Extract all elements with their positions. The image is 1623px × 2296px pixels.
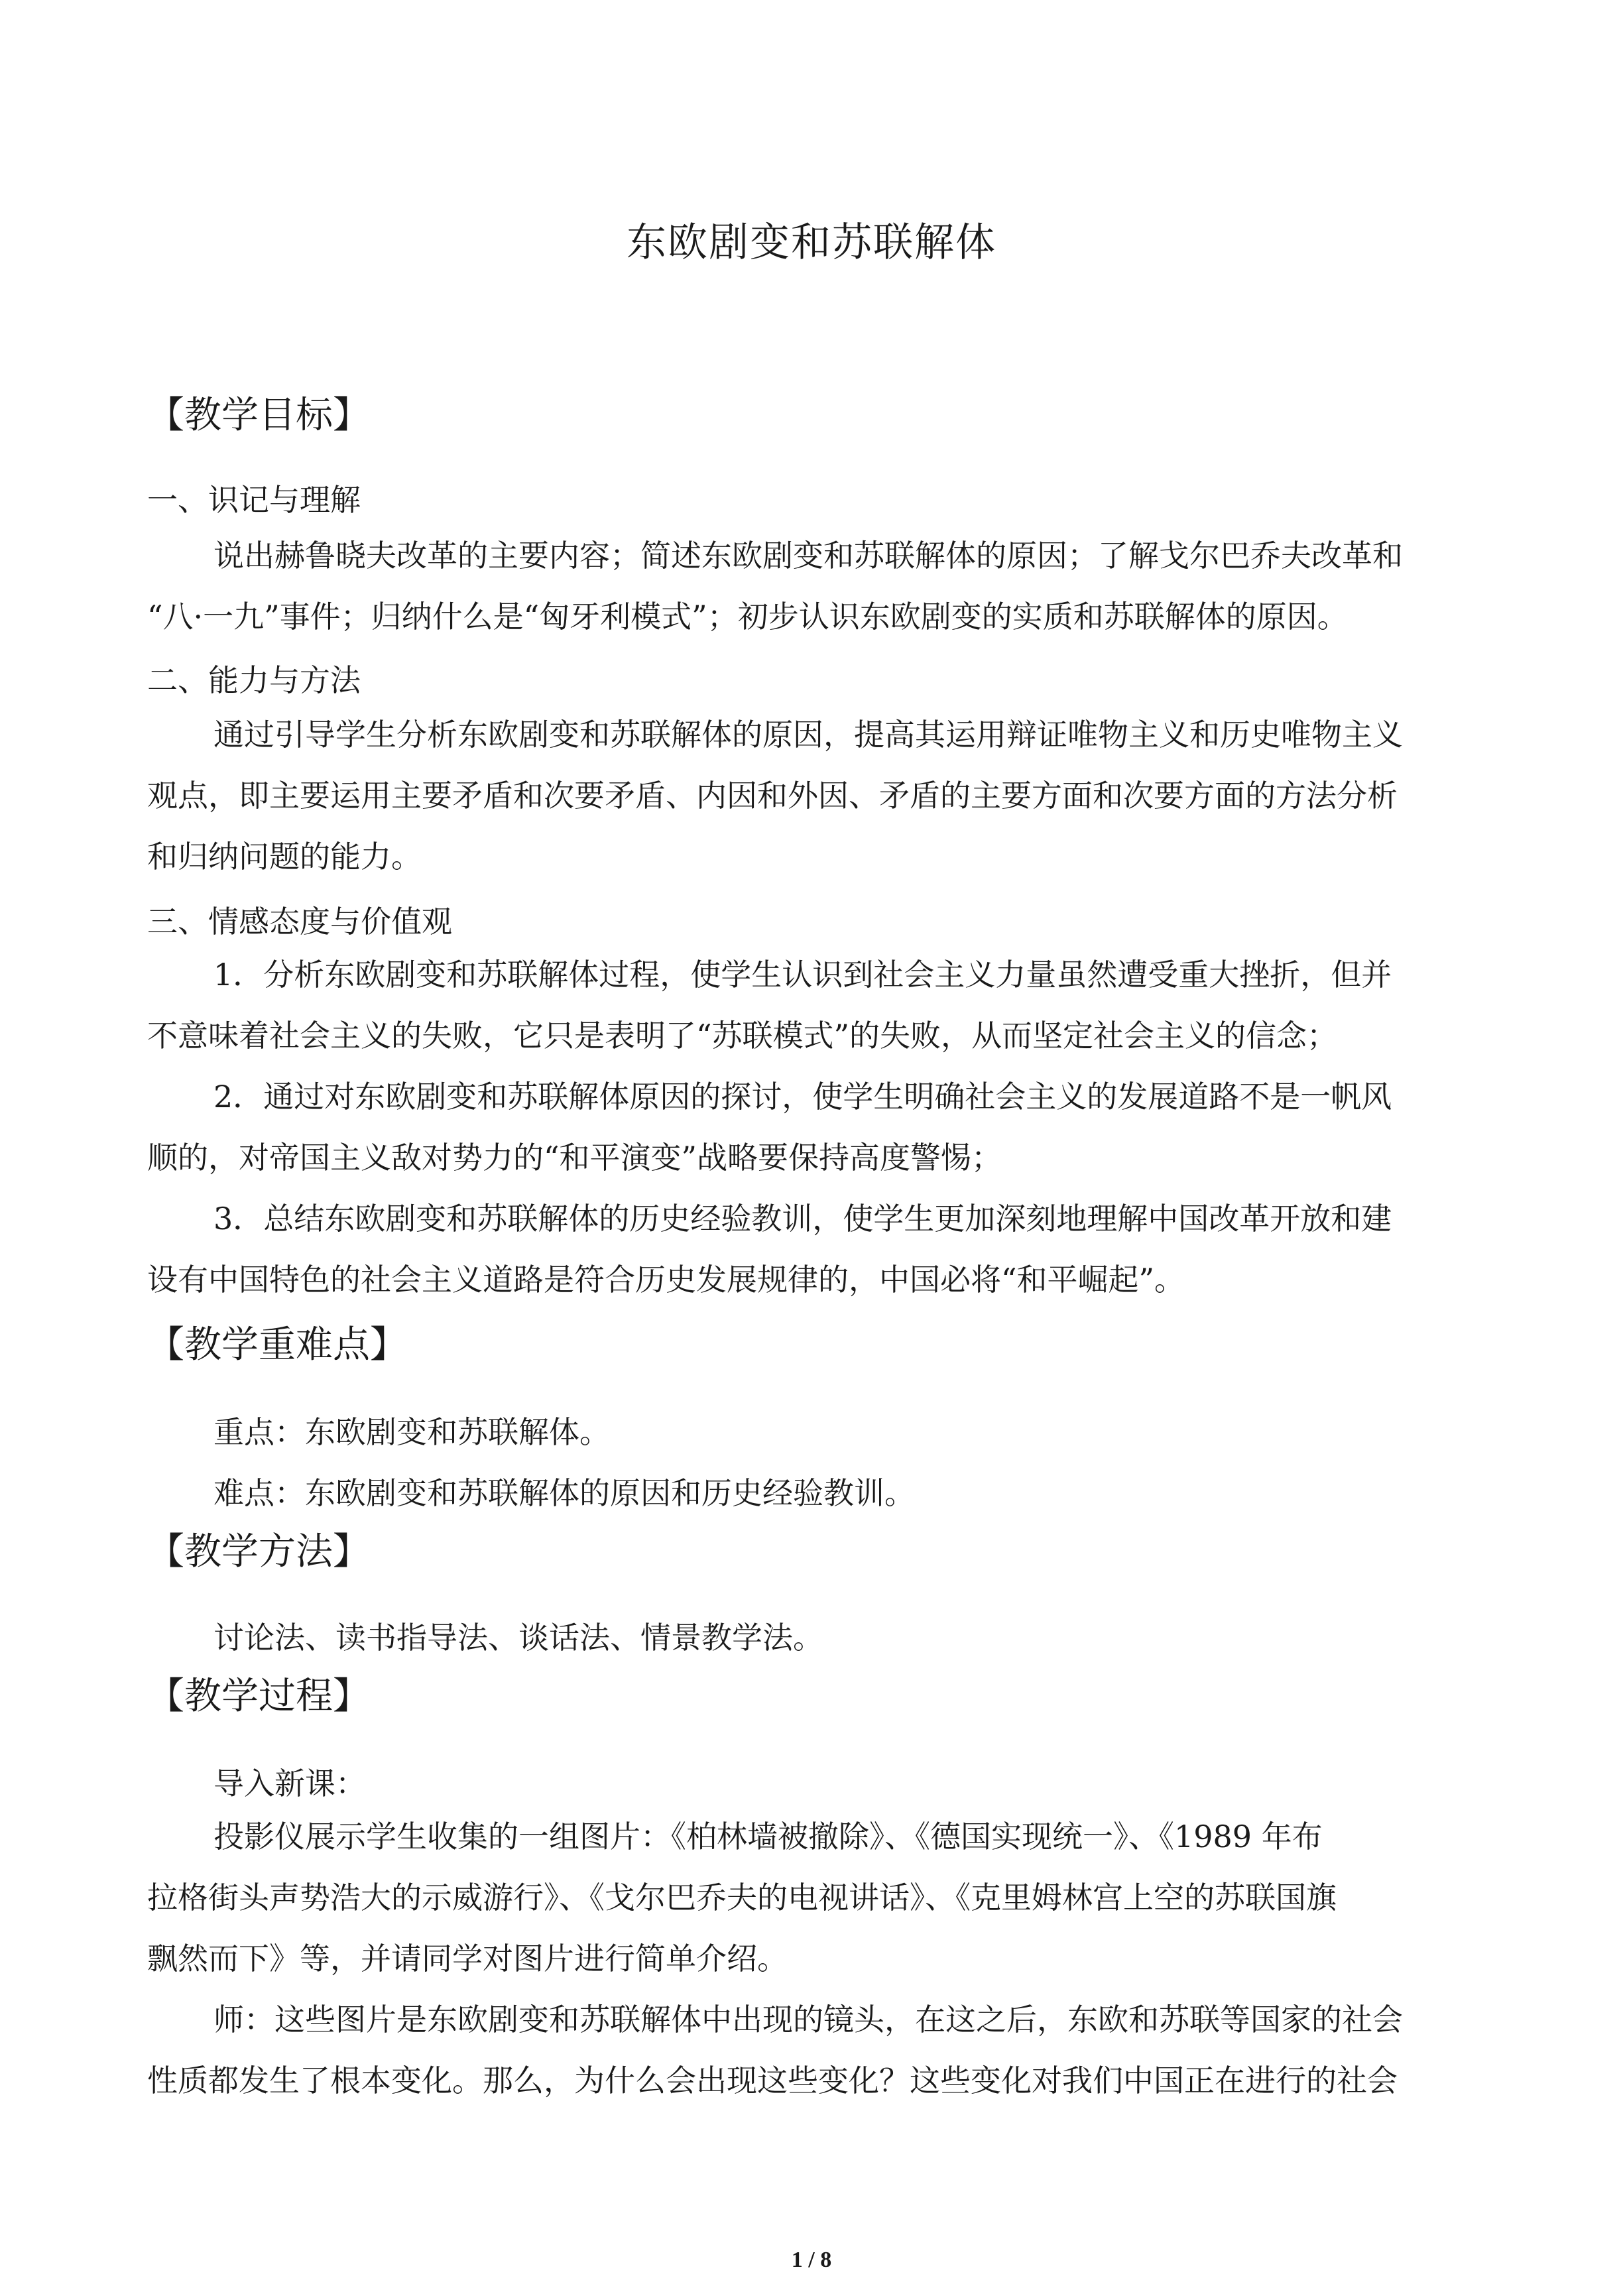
keypoint-focus: 重点：东欧剧变和苏联解体。 <box>213 1414 610 1450</box>
paragraph-line: 3．总结东欧剧变和苏联解体的历史经验教训，使学生更加深刻地理解中国改革开放和建 <box>213 1201 1392 1237</box>
paragraph-process-2 <box>147 1989 1476 2111</box>
paragraph-ability <box>147 704 1476 887</box>
subheading-recall: 一、识记与理解 <box>147 482 361 518</box>
process-intro: 导入新课： <box>213 1766 366 1801</box>
paragraph-line: 投影仪展示学生收集的一组图片：《柏林墙被撤除》、《德国实现统一》、《1989 年布 <box>213 1819 1323 1854</box>
heading-process: 【教学过程】 <box>147 1675 370 1718</box>
page-number: 1 / 8 <box>791 2248 832 2272</box>
paragraph-line: 说出赫鲁晓夫改革的主要内容；简述东欧剧变和苏联解体的原因；了解戈尔巴乔夫改革和 <box>213 538 1403 574</box>
paragraph-line: 观点，即主要运用主要矛盾和次要矛盾、内因和外因、矛盾的主要方面和次要方面的方法分析 <box>147 778 1398 814</box>
paragraph-line: 1．分析东欧剧变和苏联解体过程，使学生认识到社会主义力量虽然遭受重大挫折，但并 <box>213 957 1392 993</box>
paragraph-values-2 <box>147 1066 1476 1188</box>
paragraph-line: “八·一九”事件；归纳什么是“匈牙利模式”；初步认识东欧剧变的实质和苏联解体的原因。 <box>147 599 1348 634</box>
paragraph-values-1 <box>147 944 1476 1066</box>
paragraph-line: 通过引导学生分析东欧剧变和苏联解体的原因，提高其运用辩证唯物主义和历史唯物主义 <box>213 717 1403 753</box>
paragraph-process-1 <box>147 1806 1476 1989</box>
heading-keypoints: 【教学重难点】 <box>147 1323 407 1366</box>
paragraph-line: 2．通过对东欧剧变和苏联解体原因的探讨，使学生明确社会主义的发展道路不是一帆风 <box>213 1079 1392 1115</box>
heading-objectives: 【教学目标】 <box>147 394 370 437</box>
heading-methods: 【教学方法】 <box>147 1530 370 1573</box>
methods-text: 讨论法、读书指导法、谈话法、情景教学法。 <box>213 1620 823 1656</box>
paragraph-line: 顺的，对帝国主义敌对势力的“和平演变”战略要保持高度警惕； <box>147 1140 1002 1176</box>
paragraph-recall <box>147 525 1476 647</box>
paragraph-line: 飘然而下》等，并请同学对图片进行简单介绍。 <box>147 1941 788 1976</box>
subheading-ability: 二、能力与方法 <box>147 662 361 698</box>
paragraph-line: 拉格街头声势浩大的示威游行》、《戈尔巴乔夫的电视讲话》、《克里姆林宫上空的苏联国旗 <box>147 1880 1337 1915</box>
keypoint-difficulty: 难点：东欧剧变和苏联解体的原因和历史经验教训。 <box>213 1475 915 1511</box>
paragraph-line: 和归纳问题的能力。 <box>147 839 422 875</box>
paragraph-line: 设有中国特色的社会主义道路是符合历史发展规律的，中国必将“和平崛起”。 <box>147 1262 1185 1298</box>
paragraph-line: 师：这些图片是东欧剧变和苏联解体中出现的镜头，在这之后，东欧和苏联等国家的社会 <box>213 2002 1403 2037</box>
subheading-values: 三、情感态度与价值观 <box>147 904 452 939</box>
document-title: 东欧剧变和苏联解体 <box>627 219 996 266</box>
paragraph-values-3 <box>147 1188 1476 1310</box>
paragraph-line: 不意味着社会主义的失败，它只是表明了“苏联模式”的失败，从而坚定社会主义的信念； <box>147 1018 1338 1054</box>
paragraph-line: 性质都发生了根本变化。那么，为什么会出现这些变化？这些变化对我们中国正在进行的社会 <box>147 2063 1398 2098</box>
